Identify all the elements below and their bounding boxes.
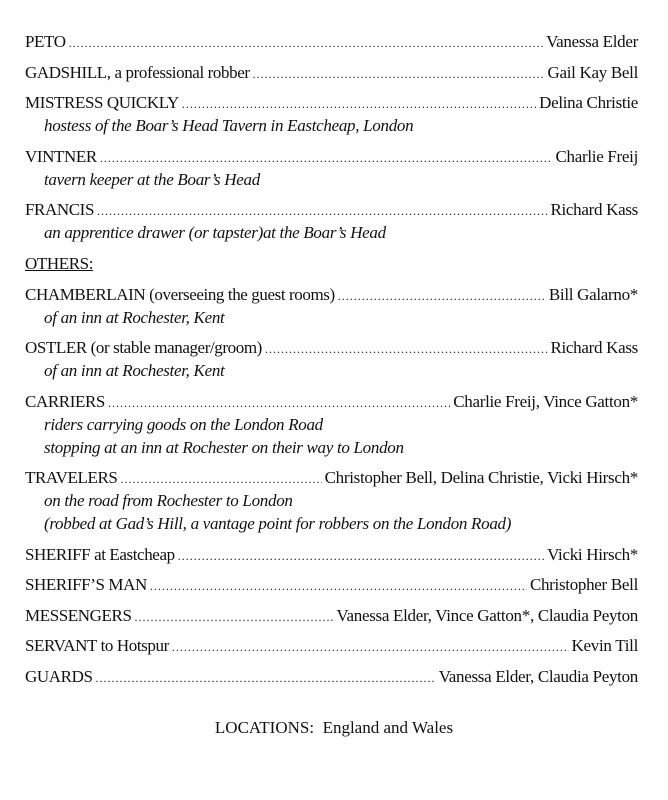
dot-leader	[97, 200, 547, 223]
cast-line	[25, 543, 638, 566]
cast-line	[25, 145, 638, 168]
role-description: on the road from Rochester to London	[44, 491, 293, 510]
cast-entry	[25, 30, 638, 53]
role-name: FRANCIS	[25, 200, 95, 219]
role-description: (robbed at Gad’s Hill, a vantage point for robbers on the London Road)	[44, 514, 512, 533]
role-name: MESSENGERS	[25, 605, 132, 625]
cast-entry	[25, 604, 638, 627]
dot-leader	[253, 63, 545, 86]
actor-name: Christopher Bell, Delina Christie, Vicki Hirsch*	[324, 468, 638, 487]
dot-leader	[135, 606, 334, 629]
cast-line	[25, 634, 638, 657]
cast-entry	[25, 634, 638, 657]
cast-line	[25, 665, 638, 688]
cast-entry	[25, 573, 638, 596]
role-description: hostess of the Boar’s Head Tavern in Eastcheap, London	[44, 116, 414, 135]
role-name: PETO	[25, 32, 66, 51]
role-name: CARRIERS	[25, 391, 105, 411]
role-description: tavern keeper at the Boar’s Head	[44, 169, 260, 189]
role-description: of an inn at Rochester, Kent	[44, 361, 225, 380]
cast-entry	[25, 198, 638, 244]
locations-line: LOCATIONS: England and Wales	[214, 718, 454, 737]
cast-entry	[25, 283, 638, 329]
cast-line	[25, 390, 638, 413]
role-description: of an inn at Rochester, Kent	[44, 307, 225, 327]
role-name: SHERIFF at Eastcheap	[25, 544, 175, 564]
role-name: GUARDS	[25, 666, 93, 686]
role-name: OSTLER (or stable manager/groom)	[25, 338, 262, 357]
cast-entry	[25, 336, 638, 382]
cast-entry	[25, 145, 638, 191]
dot-leader	[150, 575, 527, 598]
cast-entry	[25, 665, 638, 688]
role-name: GADSHILL, a professional robber	[25, 62, 250, 82]
role-name: TRAVELERS	[25, 468, 118, 487]
dot-leader	[69, 32, 543, 55]
actor-name: Vanessa Elder, Vince Gatton*, Claudia Peyton	[336, 605, 638, 625]
role-name: SERVANT to Hotspur	[25, 636, 169, 655]
actor-name: Charlie Freij, Vince Gatton*	[453, 391, 638, 411]
cast-line	[25, 283, 638, 306]
actor-name: Vanessa Elder	[546, 32, 638, 51]
dot-leader	[120, 468, 321, 491]
role-description: riders carrying goods on the London Road	[44, 414, 323, 434]
dot-leader	[172, 636, 569, 659]
dot-leader	[100, 147, 553, 170]
actor-name: Kevin Till	[571, 636, 638, 655]
cast-entry	[25, 543, 638, 566]
role-description: stopping at an inn at Rochester on their way to London	[44, 437, 404, 457]
actor-name: Vanessa Elder, Claudia Peyton	[438, 666, 638, 686]
cast-entry	[25, 91, 638, 137]
dot-leader	[182, 93, 536, 116]
role-name: MISTRESS QUICKLY	[25, 93, 179, 112]
role-name: CHAMBERLAIN (overseeing the guest rooms)	[25, 284, 335, 304]
section-heading-others: OTHERS:	[25, 253, 94, 273]
cast-line	[25, 466, 638, 489]
cast-list	[25, 30, 638, 695]
role-description: an apprentice drawer (or tapster)at the Boar’s Head	[44, 223, 386, 242]
cast-entry	[25, 390, 638, 459]
cast-line	[25, 604, 638, 627]
actor-name: Charlie Freij	[555, 146, 638, 166]
actor-name: Vicki Hirsch*	[547, 544, 638, 564]
role-name: VINTNER	[25, 146, 97, 166]
cast-entry	[25, 466, 638, 535]
dot-leader	[108, 392, 450, 415]
actor-name: Richard Kass	[550, 338, 638, 357]
actor-name: Gail Kay Bell	[547, 62, 638, 82]
actor-name: Richard Kass	[550, 200, 638, 219]
actor-name: Christopher Bell	[529, 575, 638, 594]
dot-leader	[96, 667, 436, 690]
dot-leader	[178, 545, 544, 568]
cast-line	[25, 61, 638, 84]
dot-leader	[265, 338, 548, 361]
cast-line	[25, 573, 638, 596]
actor-name: Delina Christie	[539, 93, 638, 112]
cast-line	[25, 198, 638, 221]
cast-line	[25, 91, 638, 114]
cast-line	[25, 30, 638, 53]
dot-leader	[338, 285, 546, 308]
actor-name: Bill Galarno*	[548, 284, 638, 304]
cast-entry	[25, 61, 638, 84]
cast-line	[25, 336, 638, 359]
role-name: SHERIFF’S MAN	[25, 575, 147, 594]
